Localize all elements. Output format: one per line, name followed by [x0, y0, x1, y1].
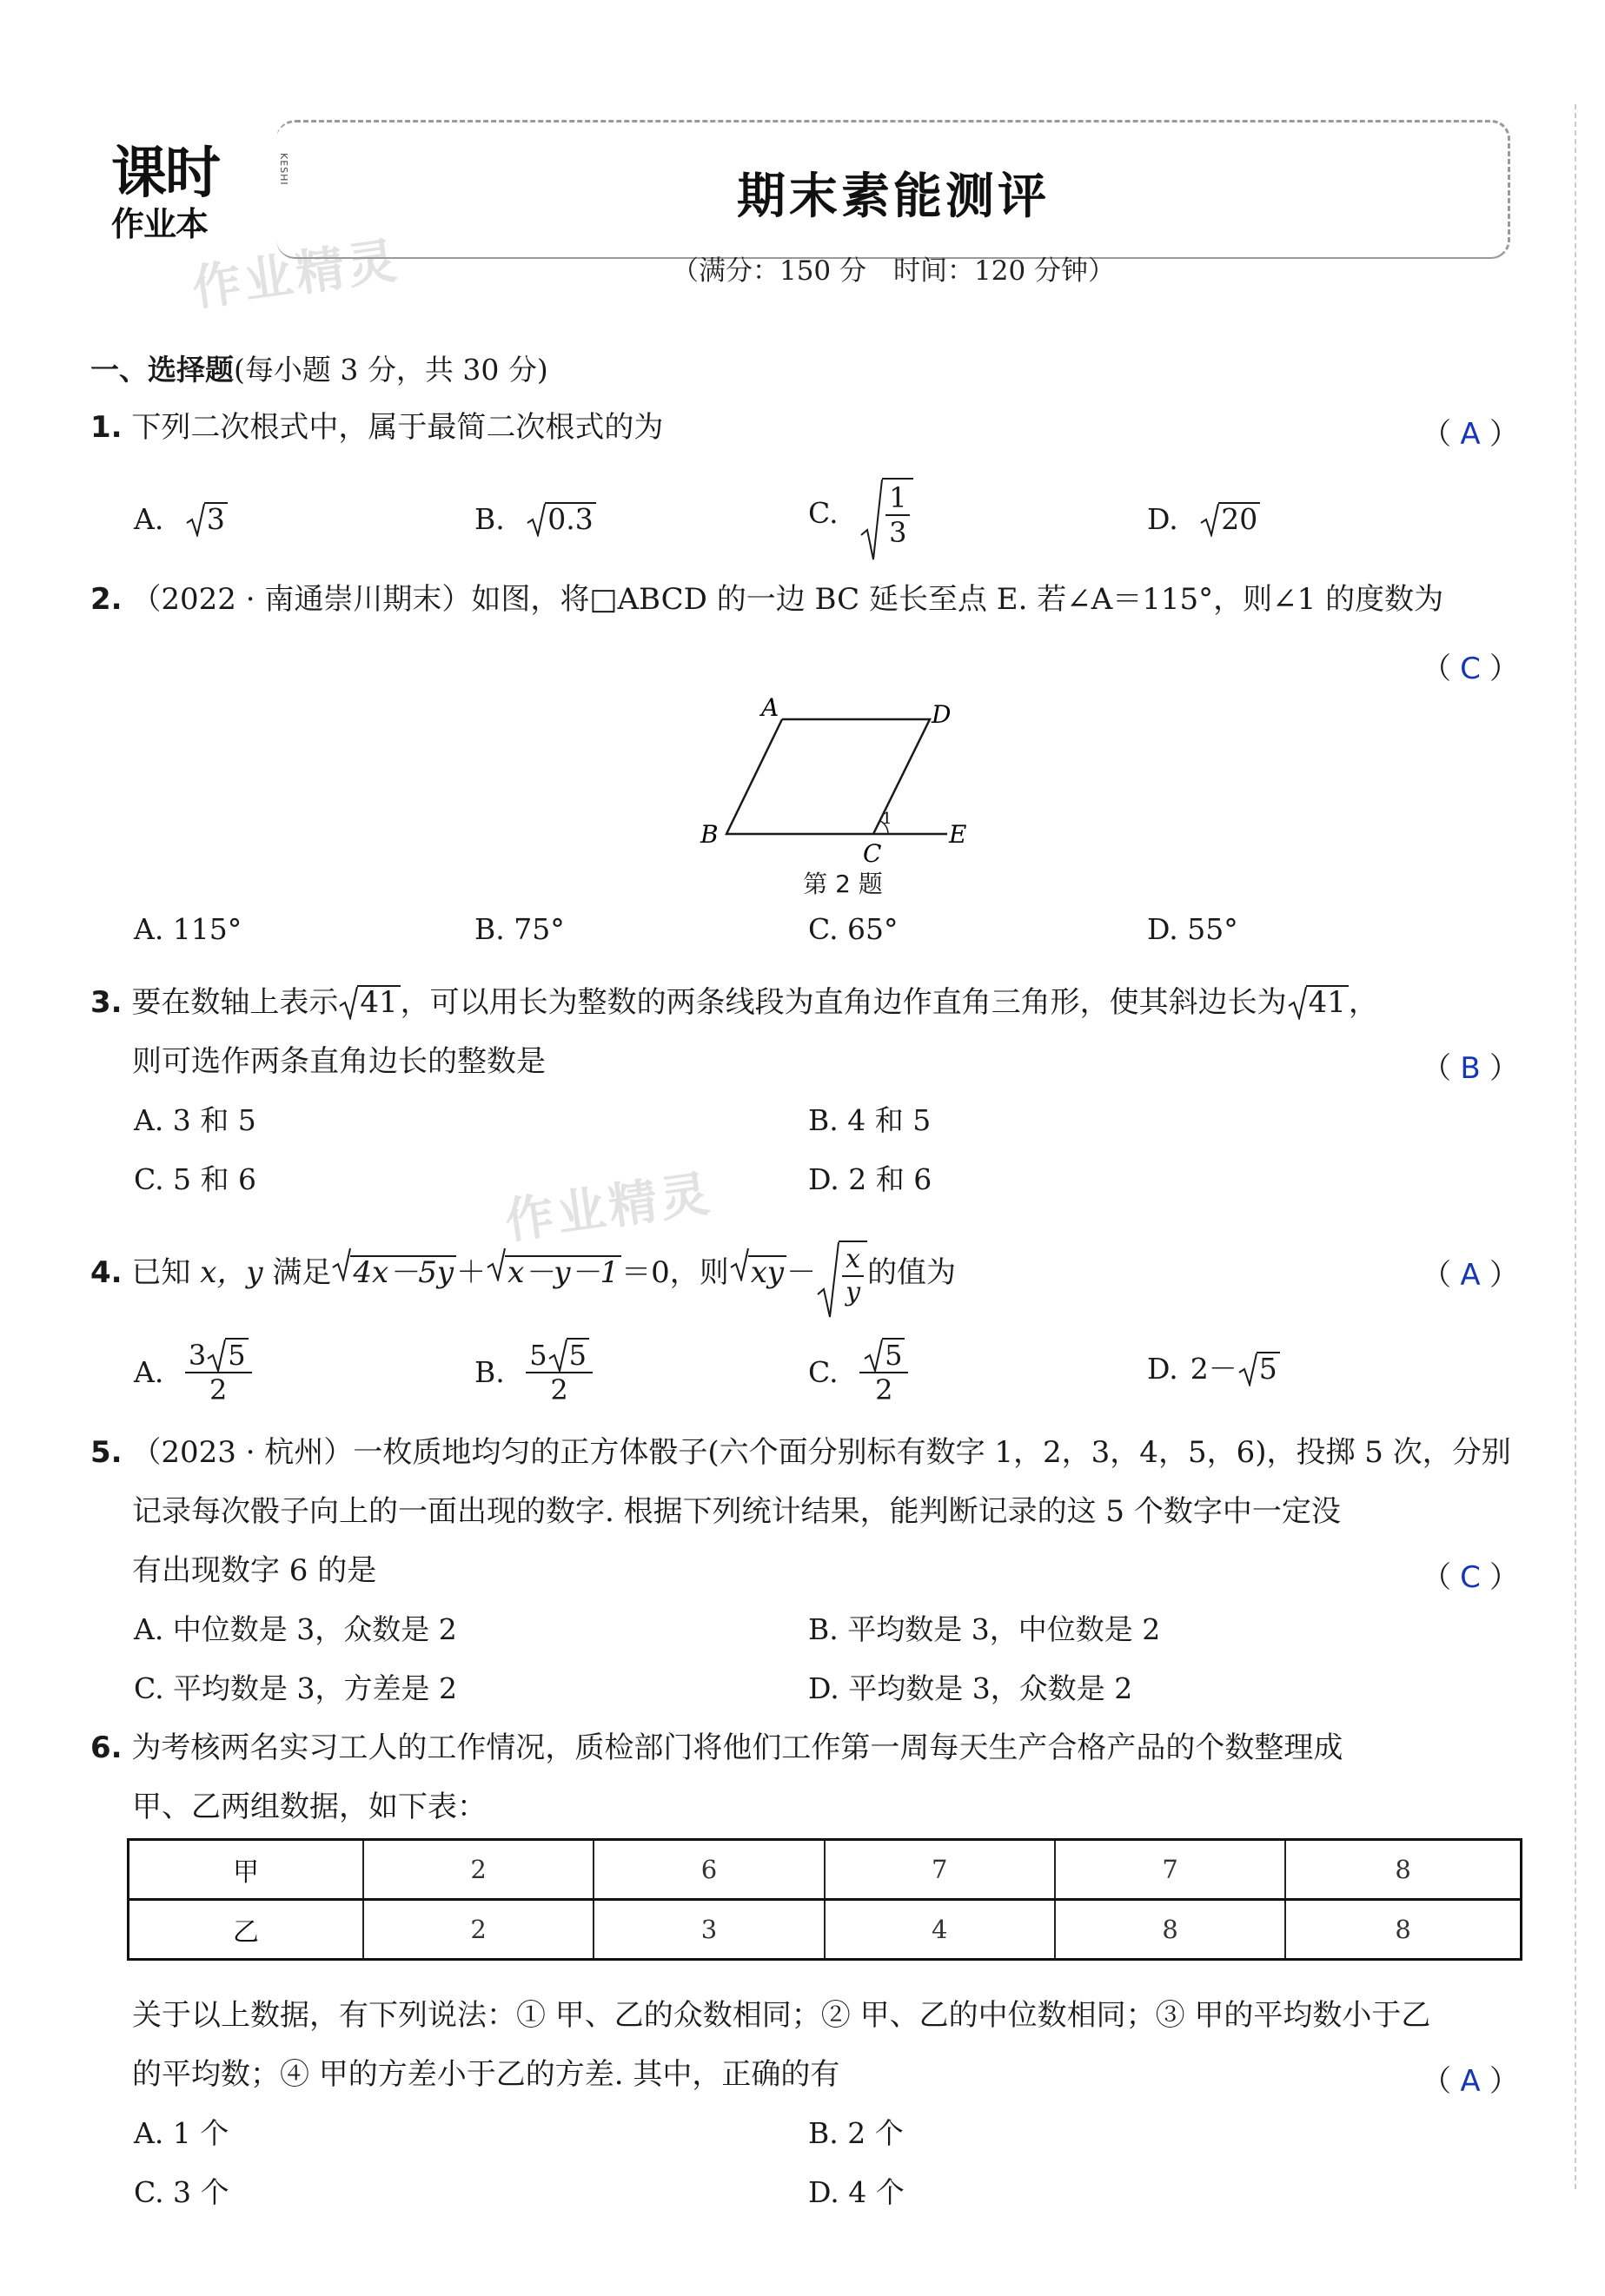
option-c: C. 平均数是 3，方差是 2	[134, 1671, 458, 1705]
logo-side-text: KESHI	[278, 153, 289, 186]
option-c: C. 3 个	[134, 2175, 229, 2209]
option-a: A. 3	[134, 502, 228, 537]
answer-6: （ A ）	[1422, 2064, 1519, 2099]
sqrt: x－y－1	[486, 1247, 621, 1299]
question-number: 6.	[90, 1730, 123, 1765]
option-b: B. 5 5 2	[474, 1338, 593, 1406]
figure-caption: 第 2 题	[803, 870, 883, 898]
logo-line2: 作业本	[111, 205, 209, 243]
table-cell: 8	[1055, 1900, 1285, 1960]
sqrt: 5	[863, 1338, 905, 1372]
sqrt-fraction: $\frac{1}{3}$	[859, 478, 913, 549]
option-a: A. 1 个	[134, 2116, 229, 2150]
page-title: 期末素能测评	[737, 169, 1050, 225]
question-number: 2.	[90, 582, 123, 617]
question-3: 3. 要在数轴上表示 41，可以用长为整数的两条线段为直角边作直角三角形，使其斜边长为 41，	[90, 985, 1378, 1020]
question-number: 3.	[90, 985, 123, 1020]
option-b: B. 平均数是 3，中位数是 2	[808, 1612, 1161, 1646]
table-row	[129, 1900, 1522, 1960]
watermark: 作业精灵	[501, 1165, 716, 1251]
question-6-line3: 关于以上数据，有下列说法：① 甲、乙的众数相同；② 甲、乙的中位数相同；③ 甲的平均数小于乙	[132, 1998, 1431, 2033]
answer-letter: C	[1460, 1560, 1481, 1595]
table-cell: 8	[1285, 1840, 1521, 1900]
sqrt: 5	[547, 1338, 589, 1372]
question-number: 5.	[90, 1435, 123, 1470]
question-6-line4: 的平均数；④ 甲的方差小于乙的方差. 其中，正确的有	[132, 2057, 840, 2092]
question-4: 4. 已知 x，y 满足 4x－5y＋ x－y－1＝0，则 xy－ $\frac{x}{y}$ 的值为	[90, 1241, 956, 1308]
table-cell: 4	[825, 1900, 1055, 1960]
sqrt: 5	[1237, 1352, 1280, 1386]
sqrt: 0.3	[526, 502, 595, 537]
option-d: D. 55°	[1147, 912, 1238, 946]
table-cell: 7	[1055, 1840, 1285, 1900]
option-c: C. $\frac{1}{3}$	[808, 478, 913, 549]
logo-line1: 课时	[111, 142, 219, 206]
option-a: A. 3 和 5	[134, 1103, 256, 1137]
question-number: 4.	[90, 1255, 123, 1290]
question-3-line2: 则可选作两条直角边长的整数是	[132, 1044, 546, 1079]
option-d: D. 2－ 5	[1147, 1352, 1280, 1386]
answer-1: （ A ）	[1422, 417, 1519, 452]
option-b: B. 4 和 5	[808, 1103, 932, 1137]
sqrt: 41	[338, 985, 400, 1020]
data-table	[127, 1838, 1522, 1961]
option-d: D. 20	[1147, 502, 1260, 537]
question-2	[90, 582, 1443, 617]
option-a: A. 中位数是 3，众数是 2	[134, 1612, 457, 1646]
sqrt: 3	[185, 502, 228, 537]
option-d: D. 平均数是 3，众数是 2	[808, 1671, 1133, 1705]
sqrt: 20	[1199, 502, 1260, 537]
sqrt: xy	[729, 1247, 786, 1299]
answer-letter: A	[1460, 1258, 1481, 1293]
sqrt-fraction: $\frac{x}{y}$	[816, 1241, 867, 1308]
label-b: B	[700, 820, 719, 849]
option-d: D. 4 个	[808, 2175, 905, 2209]
parallelogram-outline	[726, 719, 930, 834]
answer-letter: A	[1460, 2064, 1481, 2099]
question-text: （2022 · 南通崇川期末）如图，将□ABCD 的一边 BC 延长至点 E. 若∠A＝115°，则∠1 的度数为	[131, 582, 1444, 617]
answer-letter: A	[1460, 417, 1481, 452]
sqrt: 41	[1287, 985, 1349, 1020]
table-cell: 3	[594, 1900, 824, 1960]
question-6: 6. 为考核两名实习工人的工作情况，质检部门将他们工作第一周每天生产合格产品的个数整理成	[90, 1730, 1343, 1765]
question-6-line2: 甲、乙两组数据，如下表：	[132, 1790, 487, 1824]
option-c: C. 5 和 6	[134, 1162, 257, 1196]
option-b: B. 75°	[474, 912, 565, 946]
row-header: 乙	[129, 1900, 364, 1960]
table-cell: 2	[363, 1840, 594, 1900]
question-number: 1.	[90, 410, 123, 445]
table-cell: 6	[594, 1840, 824, 1900]
answer-letter: C	[1460, 652, 1481, 686]
section-heading	[90, 347, 548, 388]
table-cell: 7	[825, 1840, 1055, 1900]
option-c: C. $\frac{5}{2}$	[808, 1338, 908, 1406]
table-cell: 2	[363, 1900, 594, 1960]
answer-4: （ A ）	[1422, 1258, 1519, 1293]
watermark: 作业精灵	[189, 232, 403, 318]
section-note: (每小题 3 分，共 30 分)	[234, 353, 548, 387]
label-c: C	[863, 839, 882, 868]
option-d: D. 2 和 6	[808, 1162, 932, 1196]
question-text: 下列二次根式中，属于最简二次根式的为	[131, 410, 664, 445]
row-header: 甲	[129, 1840, 364, 1900]
answer-2: （ C ）	[1422, 652, 1519, 686]
label-d: D	[932, 700, 952, 729]
answer-letter: B	[1460, 1051, 1481, 1086]
option-a: A. 3 5 2	[134, 1338, 252, 1406]
page-subtitle: （满分：150 分 时间：120 分钟）	[671, 255, 1116, 287]
answer-5: （ C ）	[1422, 1560, 1519, 1595]
page-edge-line	[1575, 104, 1576, 2189]
question-5: 5. （2023 · 杭州）一枚质地均匀的正方体骰子(六个面分别标有数字 1，2，3，4，5，6)，投掷 5 次，分别	[90, 1435, 1511, 1470]
question-5-line2: 记录每次骰子向上的一面出现的数字. 根据下列统计结果，能判断记录的这 5 个数字中一定没	[132, 1494, 1341, 1529]
answer-3: （ B ）	[1422, 1051, 1519, 1086]
section-label: 一、选择题	[90, 353, 234, 387]
question-5-line3: 有出现数字 6 的是	[132, 1553, 377, 1588]
question-1	[90, 410, 663, 445]
sqrt: 5	[206, 1338, 248, 1372]
label-angle-1: 1	[882, 810, 892, 828]
table-row	[129, 1840, 1522, 1900]
sqrt: 4x－5y	[331, 1247, 456, 1299]
label-a: A	[761, 695, 779, 722]
label-e: E	[949, 820, 967, 849]
option-b: B. 0.3	[474, 502, 596, 537]
option-c: C. 65°	[808, 912, 899, 946]
option-a: A. 115°	[134, 912, 242, 946]
option-b: B. 2 个	[808, 2116, 904, 2150]
table-cell: 8	[1285, 1900, 1521, 1960]
